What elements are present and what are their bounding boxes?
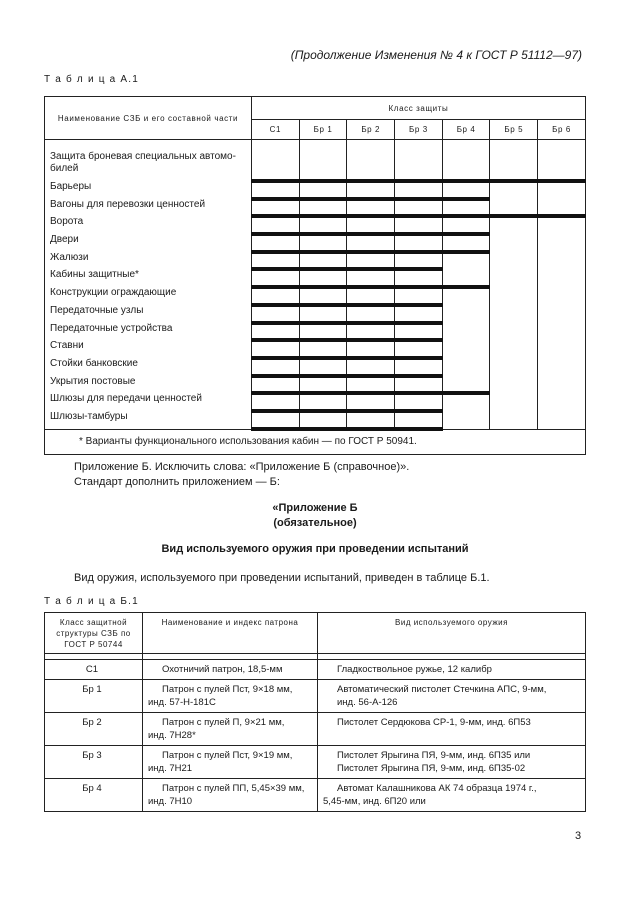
table-row — [45, 287, 586, 305]
table-row — [45, 358, 586, 376]
table-row — [45, 323, 586, 341]
weapon-cell — [318, 680, 586, 713]
table-a-footnote: * Варианты функционального использования кабин — по ГОСТ Р 50941. — [45, 429, 586, 454]
cartridge-line: инд. 7Н28* — [148, 730, 196, 741]
table-b-header-class: Класс защитной структуры СЗБ по ГОСТ Р 50744 — [45, 613, 143, 654]
cartridge-line: Патрон с пулей Пст, 9×18 мм, — [162, 684, 293, 695]
weapon-line: Автоматический пистолет Стечкина АПС, 9-мм, — [337, 684, 547, 695]
protection-item-name: Вагоны для перевозки ценностей — [45, 199, 252, 217]
class-header-6: Бр 5 — [490, 120, 538, 140]
table-row — [45, 216, 586, 234]
table-row — [45, 151, 586, 181]
protection-item-name: Защита броневая специальных автомо-билей — [45, 151, 252, 181]
table-b-caption: Т а б л и ц а Б.1 — [44, 596, 139, 607]
table-row — [45, 252, 586, 270]
cartridge-line: инд. 7Н10 — [148, 796, 193, 807]
appendix-status: (обязательное) — [273, 517, 357, 529]
class-header-4: Бр 3 — [395, 120, 443, 140]
cartridge-line: Патрон с пулей Пст, 9×19 мм, — [162, 750, 293, 761]
protection-class: С1 — [45, 660, 143, 680]
class-header-2: Бр 1 — [299, 120, 347, 140]
instruction-line-2: Стандарт дополнить приложением — Б: — [74, 476, 280, 488]
class-header-5: Бр 4 — [442, 120, 490, 140]
protection-item-name: Кабины защитные* — [45, 269, 252, 287]
cartridge-cell — [143, 680, 318, 713]
protection-item-name: Передаточные узлы — [45, 305, 252, 323]
page-number: 3 — [575, 830, 582, 842]
protection-item-name: Шлюзы для передачи ценностей — [45, 393, 252, 411]
weapon-line: Пистолет Ярыгина ПЯ, 9-мм, инд. 6П35 или — [337, 750, 531, 761]
table-b-header-cartridge: Наименование и индекс патрона — [143, 613, 318, 654]
table-row — [45, 181, 586, 199]
table-row — [45, 199, 586, 217]
cartridge-line: Патрон с пулей ПП, 5,45×39 мм, — [162, 783, 305, 794]
table-row — [45, 746, 586, 779]
table-row — [45, 713, 586, 746]
protection-item-name: Укрытия постовые — [45, 376, 252, 394]
protection-item-name: Шлюзы-тамбуры — [45, 411, 252, 429]
cartridge-cell — [143, 660, 318, 680]
table-a-name-header: Наименование СЗБ и его составной части — [45, 97, 252, 140]
protection-item-name: Барьеры — [45, 181, 252, 199]
weapon-cell — [318, 779, 586, 812]
class-coverage-bar — [346, 427, 395, 431]
weapon-line: инд. 56-А-126 — [337, 697, 398, 708]
cartridge-cell — [143, 713, 318, 746]
protection-class: Бр 4 — [45, 779, 143, 812]
class-coverage-bar — [251, 427, 300, 431]
table-row — [45, 305, 586, 323]
cartridge-cell — [143, 779, 318, 812]
table-row — [45, 680, 586, 713]
weapon-cell — [318, 713, 586, 746]
table-a-caption: Т а б л и ц а А.1 — [44, 74, 139, 85]
class-coverage-bar — [299, 427, 348, 431]
section-title: Вид используемого оружия при проведении испытаний — [161, 543, 469, 555]
cartridge-line: Охотничий патрон, 18,5-мм — [162, 664, 283, 675]
table-a-class-header: Класс защиты — [252, 97, 586, 120]
weapon-line: Гладкоствольное ружье, 12 калибр — [337, 664, 492, 675]
protection-item-name: Передаточные устройства — [45, 323, 252, 341]
class-header-1: С1 — [252, 120, 300, 140]
protection-item-name: Жалюзи — [45, 252, 252, 270]
weapon-line: Пистолет Ярыгина ПЯ, 9-мм, инд. 6П35-02 — [337, 763, 526, 774]
table-row — [45, 411, 586, 429]
protection-item-name: Ставни — [45, 340, 252, 358]
protection-class: Бр 1 — [45, 680, 143, 713]
protection-item-name: Стойки банковские — [45, 358, 252, 376]
table-row — [45, 340, 586, 358]
class-header-3: Бр 2 — [347, 120, 395, 140]
cartridge-line: инд. 57-Н-181С — [148, 697, 216, 708]
table-a — [44, 96, 586, 455]
table-b-header-weapon: Вид используемого оружия — [318, 613, 586, 654]
weapon-cell — [318, 660, 586, 680]
table-b-intro: Вид оружия, используемого при проведении испытаний, приведен в таблице Б.1. — [74, 572, 490, 584]
cartridge-cell — [143, 746, 318, 779]
table-b — [44, 612, 586, 812]
class-coverage-bar — [394, 427, 443, 431]
appendix-title: «Приложение Б — [272, 502, 358, 514]
instruction-line-1: Приложение Б. Исключить слова: «Приложение Б (справочное)». — [74, 461, 410, 473]
cartridge-line: инд. 7Н21 — [148, 763, 193, 774]
cartridge-line: Патрон с пулей П, 9×21 мм, — [162, 717, 285, 728]
protection-item-name: Ворота — [45, 216, 252, 234]
class-header-7: Бр 6 — [538, 120, 586, 140]
table-row — [45, 234, 586, 252]
table-row — [45, 269, 586, 287]
weapon-line: 5,45-мм, инд. 6П20 или — [323, 796, 426, 807]
weapon-line: Автомат Калашникова АК 74 образца 1974 г., — [337, 783, 537, 794]
table-row — [45, 393, 586, 411]
protection-class: Бр 3 — [45, 746, 143, 779]
protection-class: Бр 2 — [45, 713, 143, 746]
continuation-header: (Продолжение Изменения № 4 к ГОСТ Р 51112—97) — [290, 48, 582, 62]
protection-item-name: Двери — [45, 234, 252, 252]
table-row — [45, 376, 586, 394]
weapon-line: Пистолет Сердюкова СР-1, 9-мм, инд. 6П53 — [337, 717, 531, 728]
table-row — [45, 660, 586, 680]
weapon-cell — [318, 746, 586, 779]
table-row — [45, 779, 586, 812]
protection-item-name: Конструкции ограждающие — [45, 287, 252, 305]
